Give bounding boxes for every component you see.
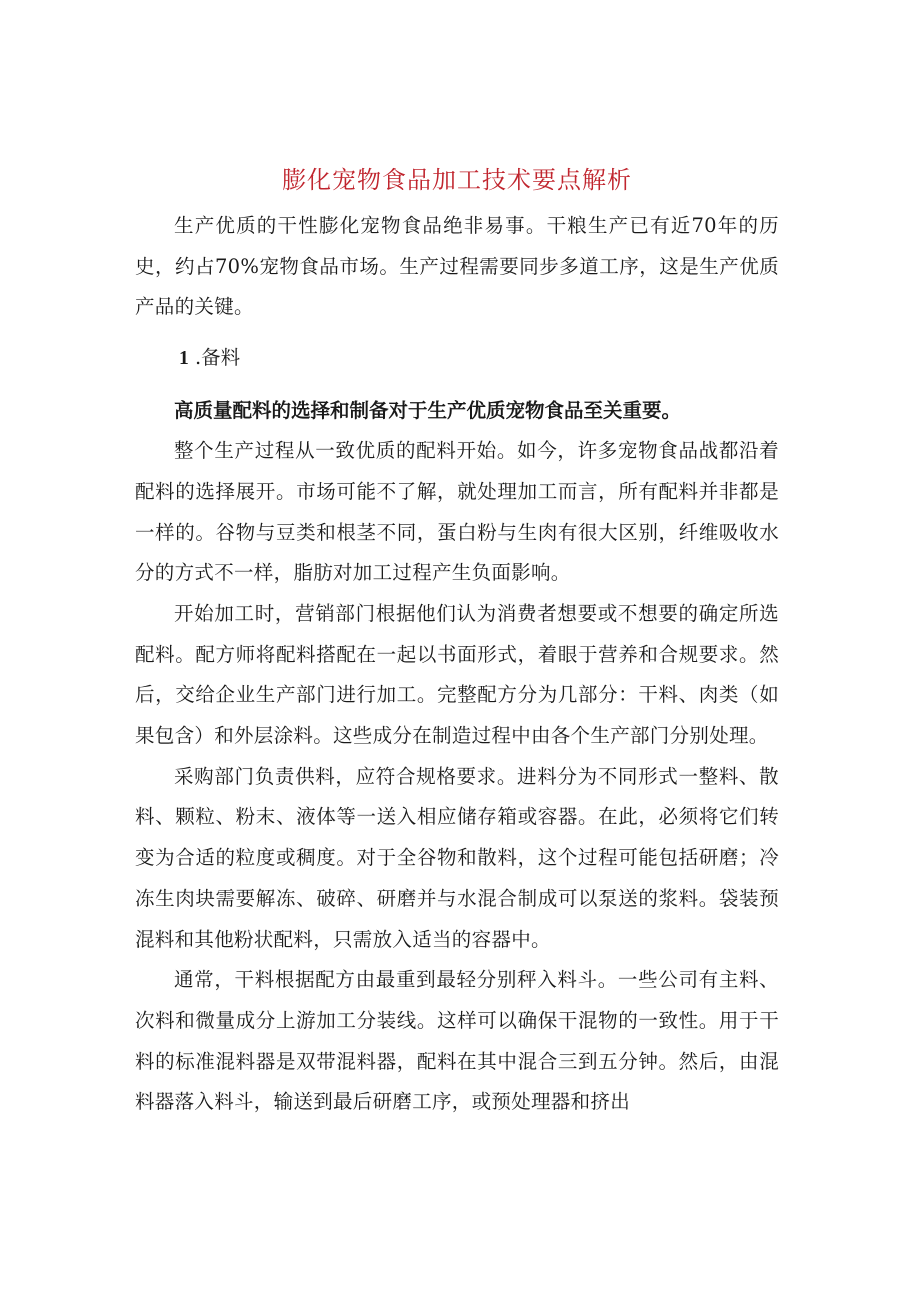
section-number: 1	[179, 348, 189, 370]
body-paragraph: 通常，干料根据配方由最重到最轻分别秤入料斗。一些公司有主料、次料和微量成分上游加工分装线。这样可以确保干混物的一致性。用于干料的标准混料器是双带混料器，配料在其中混合三到五分钟。然后，由混料器落入料斗，输送到最后研磨工序，或预处理器和挤出	[135, 968, 779, 1114]
body-paragraph: 开始加工时，营销部门根据他们认为消费者想要或不想要的确定所选配料。配方师将配料搭配在一起以书面形式，着眼于营养和合规要求。然后，交给企业生产部门进行加工。完整配方分为几部分：干料、肉类（如果包含）和外层涂料。这些成分在制造过程中由各个生产部门分别处理。	[135, 601, 779, 748]
section-lead: 高质量配料的选择和制备对于生产优质宠物食品至关重要。	[174, 399, 682, 423]
section-heading	[135, 338, 779, 379]
document-body	[135, 160, 779, 1123]
document-title: 膨化宠物食品加工技术要点解析	[282, 166, 632, 194]
body-paragraph: 整个生产过程从一致优质的配料开始。如今，许多宠物食品战都沿着配料的选择展开。市场可能不了解，就处理加工而言，所有配料并非都是一样的。谷物与豆类和根茎不同，蛋白粉与生肉有很大区别，纤维吸收水分的方式不一样，脂肪对加工过程产生负面影响。	[135, 439, 779, 585]
intro-paragraph: 生产优质的干性膨化宠物食品绝非易事。干粮生产已有近70年的历史，约占70%宠物食品市场。生产过程需要同步多道工序，这是生产优质产品的关键。	[135, 214, 779, 319]
body-paragraph: 采购部门负责供料，应符合规格要求。进料分为不同形式一整料、散料、颗粒、粉末、液体等一送入相应储存箱或容器。在此，必须将它们转变为合适的粒度或稠度。对于全谷物和散料，这个过程可能包括研磨；冷冻生肉块需要解冻、破碎、研磨并与水混合制成可以泵送的浆料。袋装预混料和其他粉状配料，只需放入适当的容器中。	[135, 764, 779, 951]
section-title: .备料	[194, 346, 241, 370]
